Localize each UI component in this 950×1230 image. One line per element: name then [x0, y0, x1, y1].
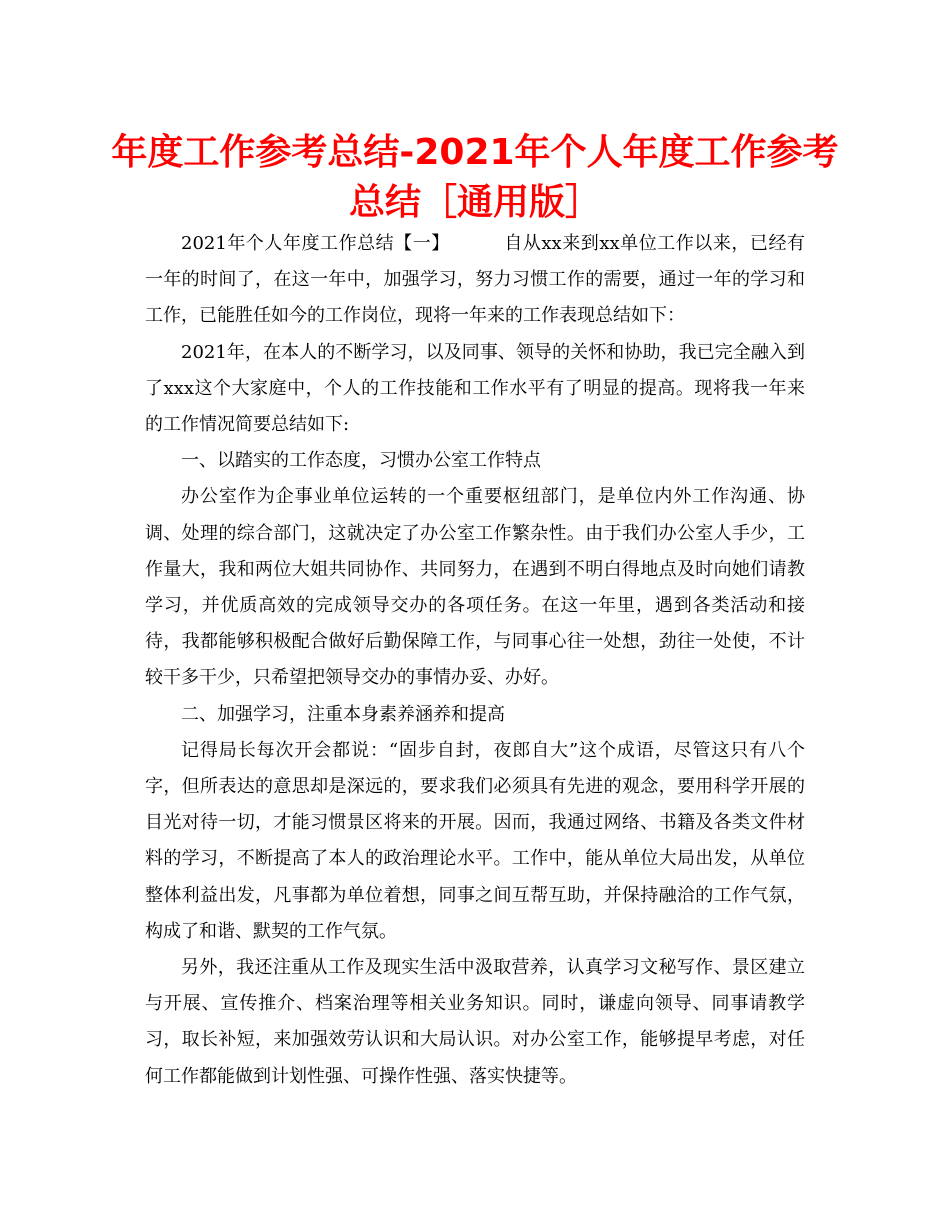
paragraph-office-work: 办公室作为企事业单位运转的一个重要枢纽部门，是单位内外工作沟通、协调、处理的综合部门，这就决定了办公室工作繁杂性。由于我们办公室人手少，工作量大，我和两位大姐共同协作、共同努力，在遇到不明白得地点及时向她们请教学习，并优质高效的完成领导交办的各项任务。在这一年里，遇到各类活动和接待，我都能够积极配合做好后勤保障工作，与同事心往一处想，劲往一处使，不计较干多干少，只希望把领导交办的事情办妥、办好。: [145, 486, 805, 689]
section-heading-2: 二、加强学习，注重本身素养涵养和提高: [181, 703, 505, 725]
document-body: [145, 226, 805, 1095]
paragraph-summary: 2021年，在本人的不断学习，以及同事、领导的关怀和协助，我已完全融入到了xxx这个大家庭中，个人的工作技能和工作水平有了明显的提高。现将我一年来的工作情况简要总结如下:: [145, 341, 805, 436]
intro-text: 自从xx来到xx单位工作以来，已经有一年的时间了，在这一年中，加强学习，努力习惯工作的需要，通过一年的学习和工作，已能胜任如今的工作岗位，现将一年来的工作表现总结如下：: [145, 233, 805, 327]
intro-heading: 2021年个人年度工作总结【一】: [181, 233, 450, 254]
section-heading-1: 一、以踏实的工作态度，习惯办公室工作特点: [181, 450, 541, 472]
intro-paragraph: [145, 226, 805, 335]
paragraph-study: 记得局长每次开会都说：“固步自封，夜郎自大”这个成语，尽管这只有八个字，但所表达的意思却是深远的，要求我们必须具有先进的观念，要用科学开展的目光对待一切，才能习惯景区将来的开展。因而，我通过网络、书籍及各类文件材料的学习，不断提高了本人的政治理论水平。工作中，能从单位大局出发，从单位整体利益出发，凡事都为单位着想，同事之间互帮互助，并保持融洽的工作气氛，构成了和谐、默契的工作气氛。: [145, 739, 805, 942]
document-title: 年度工作参考总结-2021年个人年度工作参考总结［通用版］: [111, 132, 839, 223]
paragraph-additional: 另外，我还注重从工作及现实生活中汲取营养，认真学习文秘写作、景区建立与开展、宣传推介、档案治理等相关业务知识。同时，谦虚向领导、同事请教学习，取长补短，来加强效劳认识和大局认识。对办公室工作，能够提早考虑，对任何工作都能做到计划性强、可操作性强、落实快捷等。: [145, 957, 805, 1087]
